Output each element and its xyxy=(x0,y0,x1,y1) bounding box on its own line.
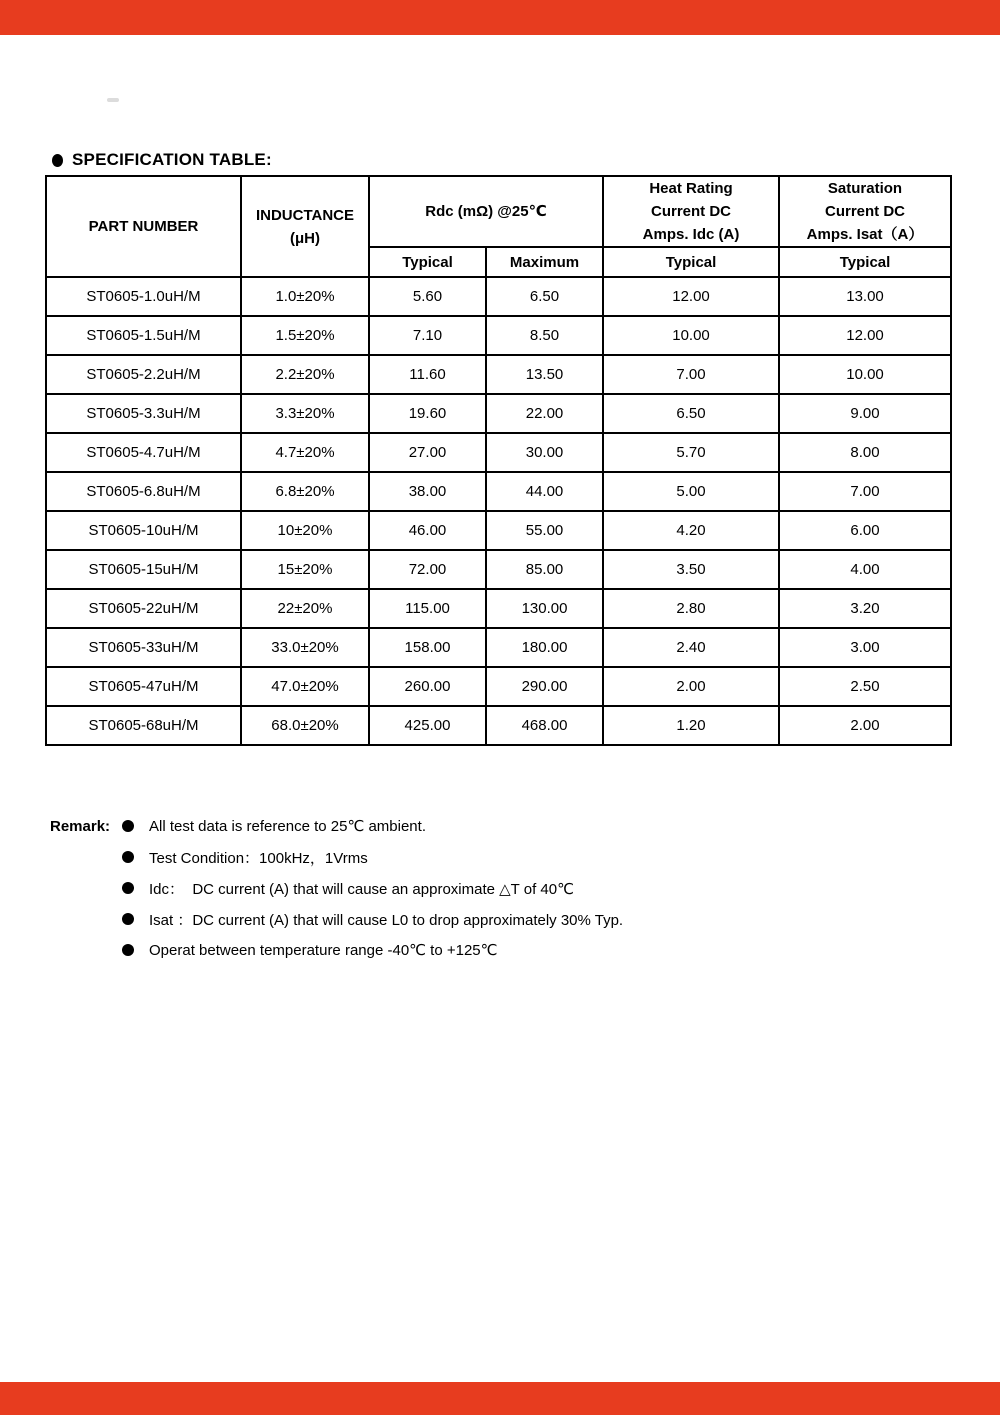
bullet-icon xyxy=(52,154,63,167)
cell-isat-typical: 3.00 xyxy=(779,628,951,667)
cell-isat-typical: 3.20 xyxy=(779,589,951,628)
col-header-part-number: PART NUMBER xyxy=(46,176,241,277)
bullet-icon xyxy=(122,820,134,832)
footer-red-bar xyxy=(0,1382,1000,1415)
table-row xyxy=(46,433,951,472)
cell-inductance: 4.7±20% xyxy=(241,433,369,472)
col-header-saturation xyxy=(779,176,951,247)
remark-text: All test data is reference to 25℃ ambient. xyxy=(149,818,426,835)
remark-text: Test Condition：100kHz，1Vrms xyxy=(149,849,368,867)
cell-rdc-maximum: 290.00 xyxy=(486,667,603,706)
subheader-sat-typical: Typical xyxy=(779,247,951,277)
cell-idc-typical: 5.70 xyxy=(603,433,779,472)
col-header-heat-line2: Current DC xyxy=(651,203,732,220)
cell-idc-typical: 10.00 xyxy=(603,316,779,355)
cell-inductance: 6.8±20% xyxy=(241,472,369,511)
col-header-inductance xyxy=(241,176,369,277)
section-heading xyxy=(52,150,272,170)
remark-text: Idc： DC current (A) that will cause an approximate △T of 40℃ xyxy=(149,880,574,898)
table-row xyxy=(46,667,951,706)
cell-rdc-typical: 425.00 xyxy=(369,706,486,745)
table-row xyxy=(46,277,951,316)
cell-isat-typical: 7.00 xyxy=(779,472,951,511)
remark-section xyxy=(50,817,623,972)
table-row xyxy=(46,472,951,511)
header-red-bar xyxy=(0,0,1000,35)
cell-rdc-maximum: 130.00 xyxy=(486,589,603,628)
cell-isat-typical: 9.00 xyxy=(779,394,951,433)
cell-rdc-maximum: 8.50 xyxy=(486,316,603,355)
cell-inductance: 1.5±20% xyxy=(241,316,369,355)
remark-text: Operat between temperature range -40℃ to +125℃ xyxy=(149,942,498,959)
table-row xyxy=(46,628,951,667)
col-header-sat-line3: Amps. Isat（A） xyxy=(806,226,924,243)
table-row xyxy=(46,511,951,550)
cell-idc-typical: 7.00 xyxy=(603,355,779,394)
bullet-icon xyxy=(122,913,134,925)
cell-idc-typical: 6.50 xyxy=(603,394,779,433)
cell-part-number: ST0605-10uH/M xyxy=(46,511,241,550)
table-header-row-main xyxy=(46,176,951,247)
cell-inductance: 47.0±20% xyxy=(241,667,369,706)
cell-rdc-maximum: 30.00 xyxy=(486,433,603,472)
cell-rdc-maximum: 44.00 xyxy=(486,472,603,511)
col-header-heat-line3: Amps. Idc (A) xyxy=(642,226,740,243)
cell-idc-typical: 12.00 xyxy=(603,277,779,316)
cell-part-number: ST0605-33uH/M xyxy=(46,628,241,667)
cell-rdc-typical: 158.00 xyxy=(369,628,486,667)
col-header-heat-line1: Heat Rating xyxy=(649,180,733,197)
cell-part-number: ST0605-1.0uH/M xyxy=(46,277,241,316)
table-row xyxy=(46,589,951,628)
cell-isat-typical: 13.00 xyxy=(779,277,951,316)
cell-isat-typical: 2.00 xyxy=(779,706,951,745)
table-row xyxy=(46,706,951,745)
cell-part-number: ST0605-15uH/M xyxy=(46,550,241,589)
cell-isat-typical: 12.00 xyxy=(779,316,951,355)
cell-part-number: ST0605-22uH/M xyxy=(46,589,241,628)
cell-rdc-typical: 260.00 xyxy=(369,667,486,706)
remark-line xyxy=(50,848,623,866)
cell-part-number: ST0605-6.8uH/M xyxy=(46,472,241,511)
col-header-sat-line2: Current DC xyxy=(825,203,906,220)
subheader-rdc-typical: Typical xyxy=(369,247,486,277)
cell-inductance: 1.0±20% xyxy=(241,277,369,316)
section-heading-label: SPECIFICATION TABLE: xyxy=(72,150,272,169)
remark-line xyxy=(50,879,623,897)
cell-rdc-maximum: 22.00 xyxy=(486,394,603,433)
cell-isat-typical: 10.00 xyxy=(779,355,951,394)
subheader-rdc-maximum: Maximum xyxy=(486,247,603,277)
cell-idc-typical: 4.20 xyxy=(603,511,779,550)
cell-inductance: 68.0±20% xyxy=(241,706,369,745)
table-row xyxy=(46,550,951,589)
cell-inductance: 2.2±20% xyxy=(241,355,369,394)
col-header-inductance-line2: (μH) xyxy=(290,229,320,247)
cell-inductance: 22±20% xyxy=(241,589,369,628)
specification-table xyxy=(45,175,952,746)
bullet-icon xyxy=(122,851,134,863)
remark-line xyxy=(50,910,623,928)
col-header-rdc: Rdc (mΩ) @25℃ xyxy=(369,176,603,247)
cell-idc-typical: 2.00 xyxy=(603,667,779,706)
cell-rdc-typical: 7.10 xyxy=(369,316,486,355)
cell-part-number: ST0605-3.3uH/M xyxy=(46,394,241,433)
cell-idc-typical: 2.40 xyxy=(603,628,779,667)
table-row xyxy=(46,394,951,433)
cell-rdc-maximum: 85.00 xyxy=(486,550,603,589)
cell-rdc-maximum: 180.00 xyxy=(486,628,603,667)
cell-part-number: ST0605-68uH/M xyxy=(46,706,241,745)
cell-part-number: ST0605-4.7uH/M xyxy=(46,433,241,472)
cell-rdc-maximum: 55.00 xyxy=(486,511,603,550)
cell-part-number: ST0605-47uH/M xyxy=(46,667,241,706)
table-row xyxy=(46,355,951,394)
col-header-sat-line1: Saturation xyxy=(827,180,903,197)
subheader-heat-typical: Typical xyxy=(603,247,779,277)
faint-dash-mark xyxy=(107,98,119,102)
bullet-icon xyxy=(122,944,134,956)
remark-text: Isat ：DC current (A) that will cause L0 to drop approximately 30% Typ. xyxy=(149,911,624,929)
cell-idc-typical: 3.50 xyxy=(603,550,779,589)
cell-idc-typical: 2.80 xyxy=(603,589,779,628)
cell-rdc-maximum: 468.00 xyxy=(486,706,603,745)
cell-inductance: 15±20% xyxy=(241,550,369,589)
cell-part-number: ST0605-1.5uH/M xyxy=(46,316,241,355)
cell-rdc-typical: 46.00 xyxy=(369,511,486,550)
cell-inductance: 3.3±20% xyxy=(241,394,369,433)
cell-isat-typical: 4.00 xyxy=(779,550,951,589)
cell-idc-typical: 5.00 xyxy=(603,472,779,511)
cell-rdc-typical: 5.60 xyxy=(369,277,486,316)
table-row xyxy=(46,316,951,355)
cell-idc-typical: 1.20 xyxy=(603,706,779,745)
cell-rdc-maximum: 6.50 xyxy=(486,277,603,316)
cell-rdc-typical: 19.60 xyxy=(369,394,486,433)
cell-rdc-typical: 11.60 xyxy=(369,355,486,394)
cell-part-number: ST0605-2.2uH/M xyxy=(46,355,241,394)
cell-rdc-typical: 38.00 xyxy=(369,472,486,511)
bullet-icon xyxy=(122,882,134,894)
remark-label: Remark: xyxy=(50,817,111,835)
cell-inductance: 33.0±20% xyxy=(241,628,369,667)
cell-rdc-typical: 27.00 xyxy=(369,433,486,472)
cell-isat-typical: 8.00 xyxy=(779,433,951,472)
col-header-inductance-line1: INDUCTANCE xyxy=(255,206,355,224)
cell-rdc-typical: 72.00 xyxy=(369,550,486,589)
cell-rdc-maximum: 13.50 xyxy=(486,355,603,394)
remark-line xyxy=(50,817,623,835)
cell-rdc-typical: 115.00 xyxy=(369,589,486,628)
cell-isat-typical: 2.50 xyxy=(779,667,951,706)
cell-isat-typical: 6.00 xyxy=(779,511,951,550)
col-header-heat-rating xyxy=(603,176,779,247)
remark-line xyxy=(50,941,623,959)
cell-inductance: 10±20% xyxy=(241,511,369,550)
